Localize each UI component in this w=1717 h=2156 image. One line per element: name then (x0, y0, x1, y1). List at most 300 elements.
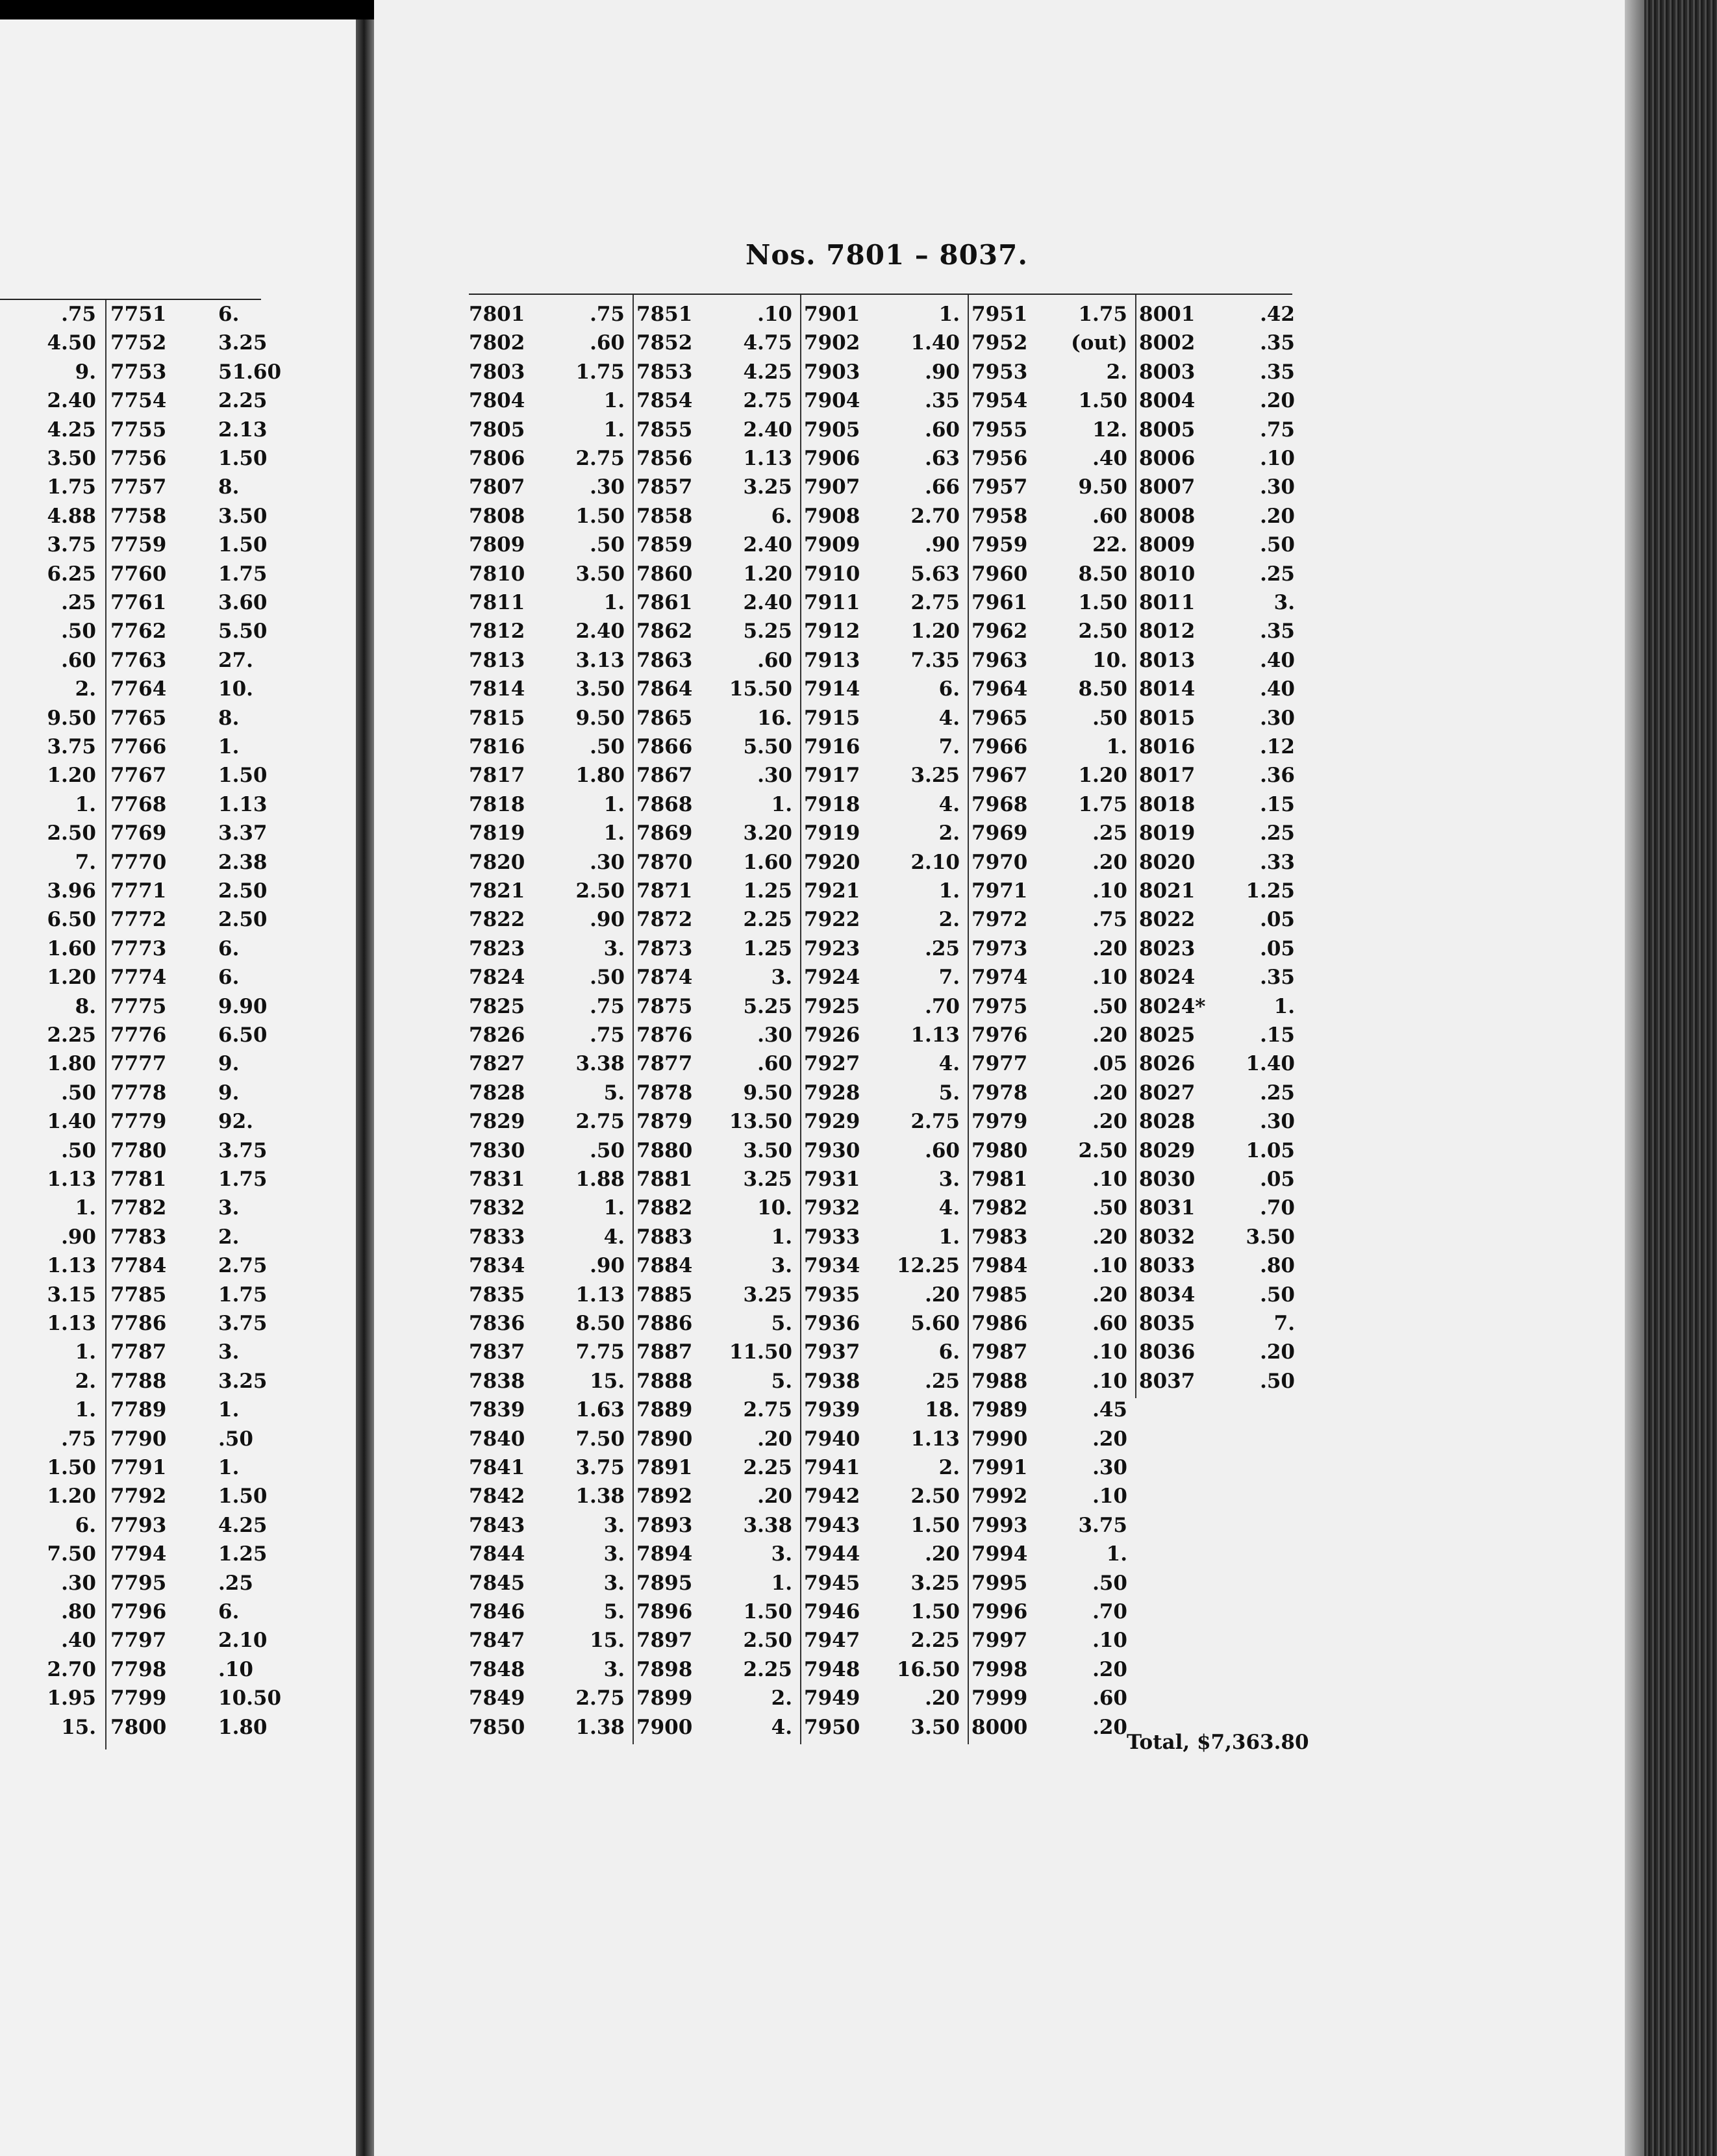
left-table-row (0, 1309, 273, 1338)
lot-number: 7884 (636, 1254, 693, 1278)
lot-number: 7755 (110, 418, 167, 442)
table-row (971, 675, 1127, 703)
page-heading: Nos. 7801 – 8037. (746, 239, 1028, 271)
amount: 3. (771, 1542, 792, 1566)
amount: .10 (1260, 447, 1295, 470)
lot-number: 7798 (110, 1657, 167, 1681)
amount: .10 (1092, 1340, 1127, 1364)
left-table-row (0, 1223, 273, 1251)
amount: 3.20 (743, 821, 792, 846)
table-row (469, 1396, 625, 1424)
lot-number: 7951 (971, 303, 1028, 326)
amount: .50 (1260, 1369, 1295, 1393)
table-row (469, 1165, 625, 1194)
lot-number: 7937 (804, 1340, 860, 1364)
table-row (469, 675, 625, 703)
amount: 15.50 (729, 677, 792, 701)
amount: .30 (1260, 706, 1295, 730)
lot-number: 8014 (1139, 677, 1196, 701)
lot-number: 7928 (804, 1081, 860, 1105)
amount: 2.50 (575, 879, 625, 903)
amount: 3.25 (743, 1168, 792, 1191)
table-row (469, 531, 625, 559)
lot-number: 7860 (636, 562, 693, 586)
prior-amount: 1.95 (47, 1686, 96, 1711)
lot-number: 7792 (110, 1485, 167, 1509)
table-row (804, 358, 960, 386)
lot-number: 7974 (971, 966, 1028, 990)
amount: 1.75 (1078, 792, 1127, 816)
prior-amount: 1. (75, 1398, 96, 1422)
table-row (804, 1453, 960, 1482)
lot-number: 7997 (971, 1629, 1028, 1653)
amount: .25 (1260, 821, 1295, 846)
amount: .70 (1092, 1600, 1127, 1623)
lot-number: 7756 (110, 447, 167, 470)
amount: 11.50 (729, 1340, 792, 1364)
left-table-row (0, 992, 273, 1021)
table-row (971, 1338, 1127, 1366)
amount: 2. (938, 908, 960, 932)
lot-number: 7985 (971, 1283, 1028, 1307)
lot-number: 7857 (636, 475, 693, 499)
amount: 1.13 (910, 1023, 960, 1047)
amount: 2.25 (743, 1456, 792, 1479)
lot-number: 8007 (1139, 475, 1196, 499)
lot-number: 7827 (469, 1052, 525, 1076)
left-table-row (0, 1626, 273, 1655)
amount: .12 (1260, 735, 1295, 758)
table-row (804, 733, 960, 761)
lot-number: 7995 (971, 1571, 1028, 1595)
table-row (971, 1107, 1127, 1136)
left-table-row (0, 1540, 273, 1568)
table-row (469, 588, 625, 617)
lot-number: 7900 (636, 1715, 693, 1739)
table-row (469, 1281, 625, 1309)
lot-number: 7912 (804, 620, 860, 644)
amount: 1. (603, 418, 625, 442)
amount: 1.25 (218, 1542, 268, 1566)
table-row (636, 1511, 792, 1540)
amount: .30 (1092, 1456, 1127, 1479)
table-row (636, 502, 792, 531)
amount: 1.75 (575, 360, 625, 384)
table-row (971, 416, 1127, 444)
prior-amount: 1.20 (47, 966, 96, 990)
table-row (971, 502, 1127, 531)
table-row (469, 1223, 625, 1251)
lot-number: 8017 (1139, 764, 1196, 788)
table-row (971, 588, 1127, 617)
amount: 10.50 (218, 1686, 282, 1711)
amount: .30 (757, 764, 792, 788)
table-row (804, 1309, 960, 1338)
table-row (971, 1194, 1127, 1222)
lot-number: 7944 (804, 1542, 860, 1566)
prior-amount: 3.75 (47, 735, 96, 758)
lot-number: 7889 (636, 1398, 693, 1422)
amount: .10 (1092, 1629, 1127, 1653)
lot-number: 7894 (636, 1542, 693, 1566)
table-row (636, 1626, 792, 1655)
amount: 1.80 (575, 764, 625, 788)
lot-number: 8004 (1139, 389, 1196, 413)
lot-number: 7794 (110, 1542, 167, 1566)
table-row (804, 905, 960, 934)
lot-number: 7829 (469, 1110, 525, 1134)
table-row (1139, 560, 1295, 588)
table-row (1139, 588, 1295, 617)
table-row (636, 675, 792, 703)
table-row (1139, 1251, 1295, 1280)
prior-amount: .60 (61, 648, 96, 672)
lot-number: 7767 (110, 764, 167, 788)
left-table-row (0, 1079, 273, 1107)
amount: 1.13 (743, 447, 792, 470)
amount: 3.25 (910, 1571, 960, 1595)
table-row (636, 1540, 792, 1568)
lot-number: 7914 (804, 677, 860, 701)
table-row (469, 329, 625, 357)
amount: 1.13 (575, 1283, 625, 1307)
amount: 3. (938, 1168, 960, 1191)
lot-number: 7838 (469, 1369, 525, 1393)
left-table-row (0, 386, 273, 415)
lot-number: 7830 (469, 1138, 525, 1162)
amount: 1.50 (743, 1600, 792, 1623)
lot-number: 7888 (636, 1369, 693, 1393)
left-table-row (0, 444, 273, 473)
amount: 2.75 (218, 1254, 268, 1278)
table-row (469, 473, 625, 501)
lot-number: 7807 (469, 475, 525, 499)
amount: 2.75 (575, 1110, 625, 1134)
lot-number: 7801 (469, 303, 525, 326)
lot-number: 7954 (971, 389, 1028, 413)
amount: 1.50 (218, 447, 268, 470)
lot-number: 7925 (804, 994, 860, 1018)
table-row (469, 617, 625, 646)
prior-amount: 1.13 (47, 1312, 96, 1335)
table-row (971, 1367, 1127, 1396)
amount: 3.50 (575, 677, 625, 701)
table-row (804, 1626, 960, 1655)
lot-number: 7975 (971, 994, 1028, 1018)
lot-number: 7856 (636, 447, 693, 470)
prior-amount: 3.96 (47, 879, 96, 903)
amount: 7.75 (575, 1340, 625, 1364)
amount: 9. (218, 1052, 240, 1076)
table-row (636, 1598, 792, 1626)
table-row (469, 733, 625, 761)
lot-number: 7758 (110, 504, 167, 528)
amount: .20 (1260, 389, 1295, 413)
amount: 2.75 (743, 389, 792, 413)
table-row (469, 992, 625, 1021)
lot-number: 7945 (804, 1571, 860, 1595)
lot-number: 7803 (469, 360, 525, 384)
lot-number: 7813 (469, 648, 525, 672)
amount: .80 (1260, 1254, 1295, 1278)
prior-amount: 7. (75, 850, 96, 874)
prior-amount: 9. (75, 360, 96, 384)
amount: 5. (771, 1369, 792, 1393)
table-row (469, 1684, 625, 1712)
prior-amount: .40 (61, 1629, 96, 1653)
amount: .20 (757, 1427, 792, 1451)
lot-number: 7939 (804, 1398, 860, 1422)
lot-number: 7870 (636, 850, 693, 874)
amount: .25 (925, 936, 960, 960)
lot-number: 7771 (110, 879, 167, 903)
prior-amount: .80 (61, 1600, 96, 1623)
table-row (804, 473, 960, 501)
table-row (971, 1511, 1127, 1540)
lot-number: 8020 (1139, 850, 1196, 874)
prior-amount: 1.13 (47, 1168, 96, 1191)
amount: .50 (590, 1138, 625, 1162)
amount: 27. (218, 648, 253, 672)
lot-number: 8018 (1139, 792, 1196, 816)
lot-number: 7805 (469, 418, 525, 442)
amount: 1. (938, 879, 960, 903)
lot-number: 7804 (469, 389, 525, 413)
amount: .60 (757, 1052, 792, 1076)
prior-amount: .90 (61, 1225, 96, 1249)
amount: .20 (925, 1542, 960, 1566)
lot-number: 7843 (469, 1513, 525, 1537)
prior-amount: 6.50 (47, 908, 96, 932)
table-row (971, 531, 1127, 559)
left-table-row (0, 1453, 273, 1482)
table-row (971, 963, 1127, 992)
table-row (971, 1396, 1127, 1424)
table-row (804, 1684, 960, 1712)
left-table-row (0, 560, 273, 588)
amount: 1.20 (910, 620, 960, 644)
lot-number: 7879 (636, 1110, 693, 1134)
amount: 7. (938, 735, 960, 758)
amount: 3.50 (218, 504, 268, 528)
amount: 7. (1273, 1312, 1295, 1335)
table-row (971, 1540, 1127, 1568)
amount: 10. (1092, 648, 1127, 672)
table-top-rule (469, 294, 1292, 295)
lot-number: 7872 (636, 908, 693, 932)
table-row (971, 704, 1127, 733)
table-row (804, 848, 960, 877)
lot-number: 7994 (971, 1542, 1028, 1566)
table-row (636, 1309, 792, 1338)
table-row (469, 1713, 625, 1742)
table-row (804, 560, 960, 588)
amount: 1.13 (218, 792, 268, 816)
table-row (1139, 704, 1295, 733)
table-row (469, 1626, 625, 1655)
lot-number: 7981 (971, 1168, 1028, 1191)
lot-number: 7933 (804, 1225, 860, 1249)
lot-number: 8010 (1139, 562, 1196, 586)
amount: 3.75 (218, 1312, 268, 1335)
table-row (971, 905, 1127, 934)
lot-number: 7782 (110, 1196, 167, 1220)
amount: 5.60 (910, 1312, 960, 1335)
table-row (804, 1251, 960, 1280)
amount: .50 (1260, 533, 1295, 557)
lot-number: 8012 (1139, 620, 1196, 644)
table-row (1139, 819, 1295, 847)
amount: 1. (218, 735, 240, 758)
lot-number: 8013 (1139, 648, 1196, 672)
amount: 2.50 (218, 879, 268, 903)
table-row (971, 1569, 1127, 1598)
lot-number: 7853 (636, 360, 693, 384)
lot-number: 7970 (971, 850, 1028, 874)
amount: 8.50 (1078, 677, 1127, 701)
table-row (469, 905, 625, 934)
amount: 2.50 (1078, 1138, 1127, 1162)
table-row (804, 300, 960, 329)
prior-amount: .75 (61, 1427, 96, 1451)
left-table-row (0, 905, 273, 934)
lot-number: 7866 (636, 735, 693, 758)
table-row (636, 1684, 792, 1712)
lot-number: 7787 (110, 1340, 167, 1364)
lot-number: 7883 (636, 1225, 693, 1249)
lot-number: 8019 (1139, 821, 1196, 846)
amount: 1.40 (910, 331, 960, 355)
table-row (1139, 1079, 1295, 1107)
column-divider (1135, 295, 1136, 1398)
amount: 2.25 (743, 1657, 792, 1681)
left-table-row (0, 1049, 273, 1078)
lot-number: 7998 (971, 1657, 1028, 1681)
table-row (971, 1655, 1127, 1684)
amount: 12. (1092, 418, 1127, 442)
prior-amount: .25 (61, 591, 96, 614)
left-table-row (0, 848, 273, 877)
amount: .40 (1260, 648, 1295, 672)
amount: .30 (590, 850, 625, 874)
lot-number: 7966 (971, 735, 1028, 758)
left-table-row (0, 1194, 273, 1222)
prior-amount: 2. (75, 1369, 96, 1393)
lot-number: 8034 (1139, 1283, 1196, 1307)
amount: .20 (1092, 1427, 1127, 1451)
amount: 1. (1273, 994, 1295, 1018)
lot-number: 7935 (804, 1283, 860, 1307)
table-row (1139, 1165, 1295, 1194)
prior-amount: .75 (61, 303, 96, 326)
amount: 5. (938, 1081, 960, 1105)
table-row (469, 560, 625, 588)
lot-number: 7816 (469, 735, 525, 758)
table-row (636, 1165, 792, 1194)
prior-amount: .50 (61, 620, 96, 644)
amount: 3.50 (1246, 1225, 1295, 1249)
prior-amount: 2.50 (47, 821, 96, 846)
lot-number: 7881 (636, 1168, 693, 1191)
lot-number: 7969 (971, 821, 1028, 846)
amount: 3. (603, 1657, 625, 1681)
amount: 3.37 (218, 821, 268, 846)
lot-number: 7953 (971, 360, 1028, 384)
lot-number: 7996 (971, 1600, 1028, 1623)
table-row (804, 1598, 960, 1626)
lot-number: 7991 (971, 1456, 1028, 1479)
amount: (out) (1071, 331, 1127, 355)
table-row (1139, 617, 1295, 646)
left-table-row (0, 1598, 273, 1626)
left-table-row (0, 1338, 273, 1366)
amount: .50 (218, 1427, 253, 1451)
lot-number: 7875 (636, 994, 693, 1018)
left-table-row (0, 675, 273, 703)
amount: 5. (603, 1600, 625, 1623)
table-row (971, 733, 1127, 761)
table-row (971, 1598, 1127, 1626)
lot-number: 7967 (971, 764, 1028, 788)
table-row (469, 877, 625, 905)
lot-number: 8033 (1139, 1254, 1196, 1278)
lot-number: 7806 (469, 447, 525, 470)
amount: .05 (1260, 936, 1295, 960)
lot-number: 7780 (110, 1138, 167, 1162)
amount: 3. (771, 966, 792, 990)
lot-number: 7863 (636, 648, 693, 672)
table-row (636, 790, 792, 819)
left-table-row (0, 934, 273, 963)
lot-number: 7893 (636, 1513, 693, 1537)
amount: 1.50 (1078, 389, 1127, 413)
table-row (971, 1079, 1127, 1107)
amount: .20 (925, 1686, 960, 1711)
amount: 16. (757, 706, 792, 730)
table-row (971, 560, 1127, 588)
table-row (1139, 1338, 1295, 1366)
amount: 2.75 (910, 591, 960, 614)
lot-number: 7797 (110, 1629, 167, 1653)
table-row (636, 848, 792, 877)
amount: 10. (218, 677, 253, 701)
lot-number: 8029 (1139, 1138, 1196, 1162)
lot-number: 7820 (469, 850, 525, 874)
table-row (636, 1107, 792, 1136)
amount: 6.50 (218, 1023, 268, 1047)
table-row (1139, 992, 1295, 1021)
table-row (636, 473, 792, 501)
column-divider (800, 295, 801, 1744)
table-row (469, 1251, 625, 1280)
table-row (1139, 386, 1295, 415)
lot-number: 7902 (804, 331, 860, 355)
lot-number: 7777 (110, 1052, 167, 1076)
lot-number: 7772 (110, 908, 167, 932)
table-row (804, 704, 960, 733)
lot-number: 7871 (636, 879, 693, 903)
lot-number: 7851 (636, 303, 693, 326)
lot-number: 7850 (469, 1715, 525, 1739)
lot-number: 7907 (804, 475, 860, 499)
amount: 3.25 (743, 1283, 792, 1307)
lot-number: 7955 (971, 418, 1028, 442)
amount: 9.50 (1078, 475, 1127, 499)
lot-number: 7916 (804, 735, 860, 758)
amount: .40 (1092, 447, 1127, 470)
amount: .10 (218, 1657, 253, 1681)
amount: 1.50 (1078, 591, 1127, 614)
